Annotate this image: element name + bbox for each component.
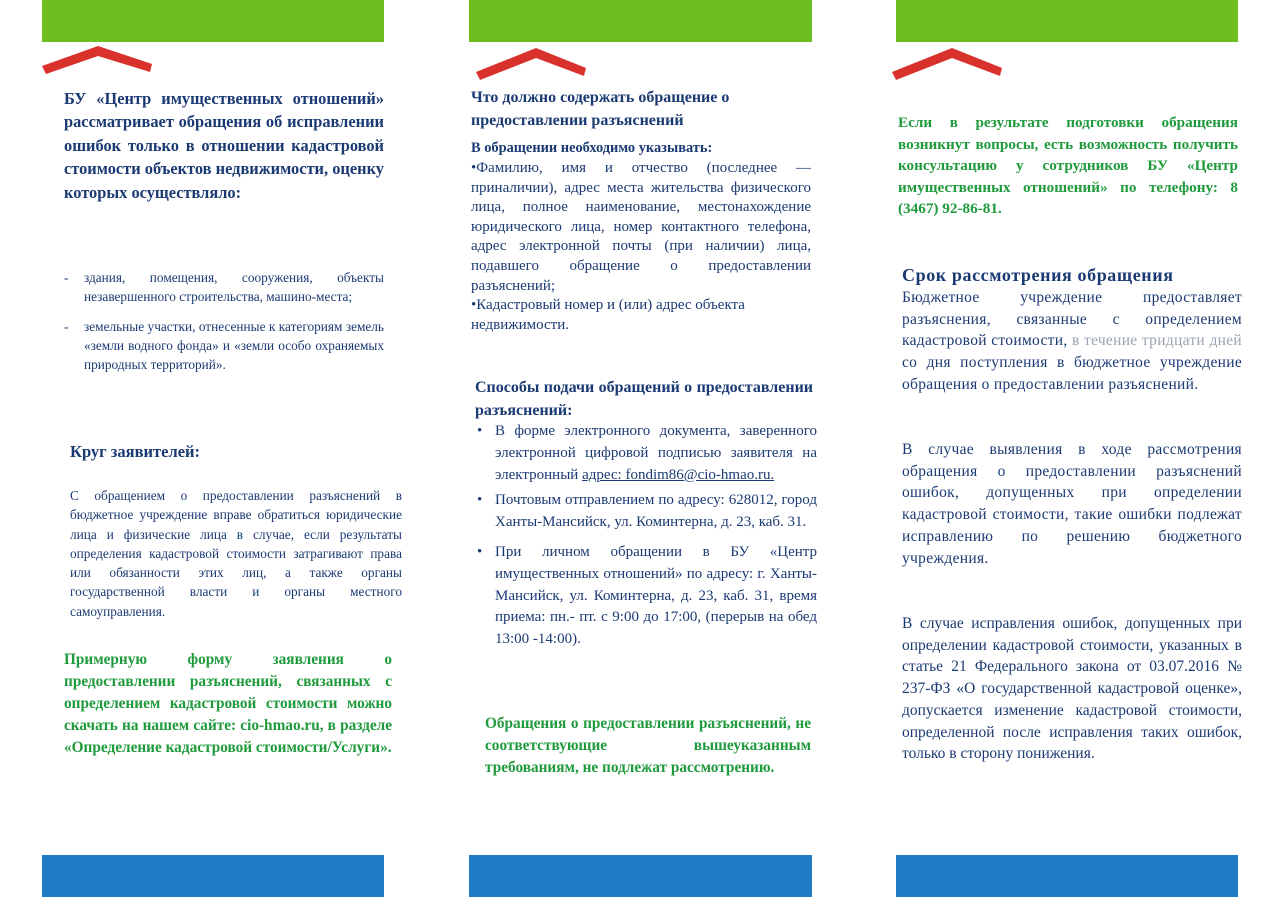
bottom-bar-col3 (896, 855, 1238, 897)
term-period: в течение тридцати дней (1071, 332, 1242, 350)
correction-text: В случае исправления ошибок, допущенных при определении кадастровой стоимости, указанных в статье 21 Федерального закона от 03.07.2016 № 237-ФЗ «О государственной кадастровой оценке», допускается изменение кадастровой стоимости, определенной после исправления таких ошибок, только в сторону понижения. (902, 615, 1242, 763)
methods-heading: Способы подачи обращений о предоставлении разъяснений: (475, 379, 813, 419)
list-item: •Кадастровый номер и (или) адрес объекта недвижимости. (471, 297, 745, 333)
col2-required-list (471, 159, 811, 335)
col1-intro: БУ «Центр имущественных отношений» рассматривает обращения об исправлении ошибок только в отношении кадастровой стоимости объектов недвижимости, оценку которых осуществляло: (64, 89, 384, 202)
list-item: •Фамилию, имя и отчество (последнее — приналичии), адрес места жительства физического лица, полное наименование, местонахождение юридического лица, номер контактного телефона, адрес электронной почты (при наличии) лица, подавшего обращение о предоставлении разъяснений; (471, 160, 811, 294)
top-bar-col3 (896, 0, 1238, 42)
roof-chevron-icon (890, 46, 1010, 82)
methods-list (473, 421, 817, 651)
term-text: Бюджетное учреждение предоставляет разъяснения, связанные с определением кадастровой стоимости, в течение тридцати дней со дня поступления в бюджетное учреждение обращения о предоставлении разъяснений. (902, 289, 1242, 393)
requirements-note: Обращения о предоставлении разъяснений, не соответствующие вышеуказанным требованиям, не подлежат рассмотрению. (485, 715, 811, 776)
applicants-heading: Круг заявителей: (70, 442, 201, 461)
errors-text: В случае выявления в ходе рассмотрения обращения о предоставлении разъяснений ошибок, допущенных при определении кадастровой стоимости, такие ошибки подлежат исправлению по решению бюджетного учреждения. (902, 441, 1242, 567)
list-item: • Почтовым отправлением по адресу: 628012, город Ханты-Мансийск, ул. Коминтерна, д. 23, каб. 31. (473, 490, 817, 534)
bottom-bar-col2 (469, 855, 812, 897)
bottom-bar-col1 (42, 855, 384, 897)
col2-subheading: В обращении необходимо указывать: (471, 140, 713, 156)
top-bar-col1 (42, 0, 384, 42)
list-item: • При личном обращении в БУ «Центр имущественных отношений» по адресу: г. Ханты-Мансийск, ул. Коминтерна, д. 23, каб. 31, время приема: пн.- пт. с 9:00 до 17:00, (перерыв на обед 13:00 -14:00). (473, 542, 817, 651)
list-item: - здания, помещения, сооружения, объекты незавершенного строительства, машино-места; (64, 268, 384, 307)
contact-text: Если в результате подготовки обращения возникнут вопросы, есть возможность получить консультацию у сотрудников БУ «Центр имущественных отношений» по телефону: 8 (3467) 92-86-81. (898, 114, 1238, 218)
applicants-text: С обращением о предоставлении разъяснений в бюджетное учреждение вправе обратиться юридические лица и физические лица в случае, если результаты определения кадастровой стоимости затрагивают права или обязанности этих лиц, а также органы государственной власти и органы местного самоуправления. (70, 488, 402, 619)
col1-object-list (64, 268, 384, 384)
list-item: • В форме электронного документа, заверенного электронной цифровой подписью заявителя на электронный адрес: fondim86@cio-hmao.ru. (473, 421, 817, 486)
roof-chevron-icon (40, 42, 160, 78)
email-link[interactable]: адрес: fondim86@cio-hmao.ru. (582, 466, 775, 483)
term-heading: Срок рассмотрения обращения (902, 265, 1174, 285)
list-item: - земельные участки, отнесенные к категориям земель «земли водного фонда» и «земли особо охраняемых природных территорий». (64, 317, 384, 375)
form-download-text: Примерную форму заявления о предоставлении разъяснений, связанных с определением кадастровой стоимости можно скачать на нашем сайте: cio-hmao.ru, в разделе «Определение кадастровой стоимости/Услуги». (64, 651, 392, 756)
top-bar-col2 (469, 0, 812, 42)
col2-heading: Что должно содержать обращение о предоставлении разъяснений (471, 89, 730, 129)
roof-chevron-icon (474, 46, 594, 82)
